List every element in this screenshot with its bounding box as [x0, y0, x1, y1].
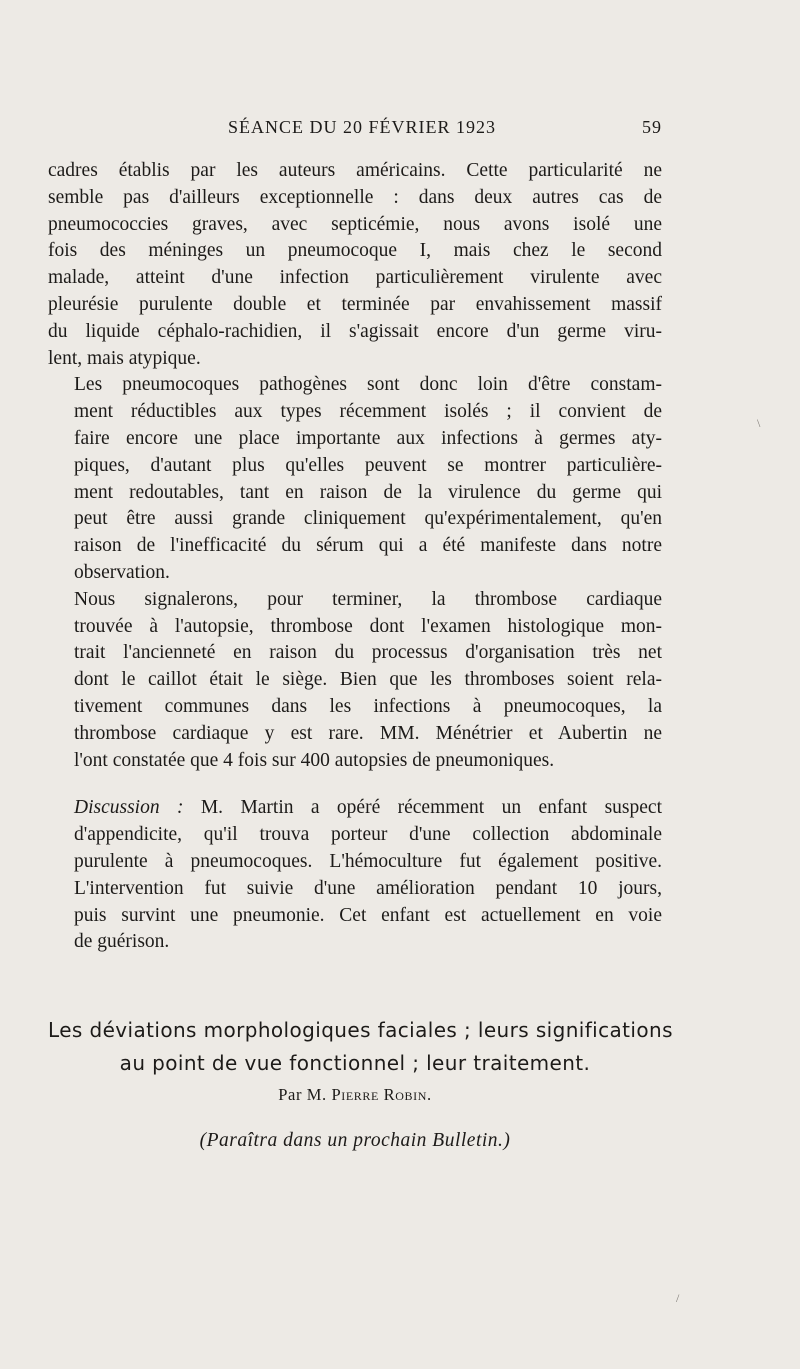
- discussion-first-line: [48, 795, 662, 822]
- running-head: [48, 117, 662, 141]
- text-line: L'intervention fut suivie d'une amélioration pendant 10 jours,: [74, 877, 662, 899]
- discussion-label: Discussion :: [74, 797, 184, 819]
- text-line: purulente à pneumocoques. L'hémoculture fut également positive.: [74, 850, 662, 872]
- author-name: Pierre Robin.: [331, 1085, 432, 1104]
- text-line: faire encore une place importante aux infections à germes aty-: [74, 427, 662, 449]
- text-line: fois des méninges un pneumocoque I, mais chez le second: [48, 240, 662, 262]
- text-line: tivement communes dans les infections à pneumocoques, la: [74, 695, 662, 717]
- paragraph-2: [48, 372, 662, 586]
- paragraph-1: [48, 158, 662, 372]
- text-line: d'appendicite, qu'il trouva porteur d'une collection abdominale: [74, 824, 662, 846]
- text-line: thrombose cardiaque y est rare. MM. Ménétrier et Aubertin ne: [74, 722, 662, 744]
- discussion-paragraph: [48, 795, 662, 956]
- text-line: trouvée à l'autopsie, thrombose dont l'examen histologique mon-: [74, 615, 662, 637]
- publication-note: (Paraîtra dans un prochain Bulletin.): [199, 1130, 511, 1151]
- article-author: [48, 1085, 662, 1105]
- text-line: de guérison.: [74, 931, 170, 953]
- paper-speck: /: [676, 1291, 680, 1305]
- discussion-first-line-text: M. Martin a opéré récemment un enfant suspect: [183, 797, 662, 819]
- text-line: raison de l'inefficacité du sérum qui a été manifeste dans notre: [74, 535, 662, 557]
- article-title-line-2: au point de vue fonctionnel ; leur traitement.: [119, 1051, 591, 1075]
- text-line: peut être aussi grande cliniquement qu'expérimentalement, qu'en: [74, 508, 662, 530]
- text-line: Nous signalerons, pour terminer, la thrombose cardiaque: [74, 588, 662, 610]
- text-line: dont le caillot était le siège. Bien que les thromboses soient rela-: [74, 669, 662, 691]
- paper-speck: \: [757, 416, 761, 430]
- text-line: trait l'ancienneté en raison du processus d'organisation très net: [74, 642, 662, 664]
- running-title: SÉANCE DU 20 FÉVRIER 1923: [228, 117, 497, 137]
- body-text: [48, 158, 662, 956]
- text-line: observation.: [74, 561, 170, 583]
- text-line: piques, d'autant plus qu'elles peuvent se montrer particulière-: [74, 454, 662, 476]
- text-line: puis survint une pneumonie. Cet enfant est actuellement en voie: [74, 904, 662, 926]
- text-line: semble pas d'ailleurs exceptionnelle : dans deux autres cas de: [48, 186, 662, 208]
- text-line: du liquide céphalo-rachidien, il s'agissait encore d'un germe viru-: [48, 320, 662, 342]
- text-line: lent, mais atypique.: [48, 347, 201, 369]
- author-prefix: Par M.: [278, 1085, 332, 1104]
- page-number: 59: [642, 117, 662, 137]
- text-line: ment redoutables, tant en raison de la virulence du germe qui: [74, 481, 662, 503]
- article-title-line-1: Les déviations morphologiques faciales ; leurs significations: [48, 1018, 673, 1042]
- text-line: pleurésie purulente double et terminée par envahissement massif: [48, 293, 662, 315]
- text-line: cadres établis par les auteurs américains. Cette particularité ne: [48, 160, 662, 181]
- article-title: [48, 1014, 673, 1080]
- text-line: Les pneumocoques pathogènes sont donc loin d'être constam-: [74, 374, 662, 396]
- text-line: l'ont constatée que 4 fois sur 400 autopsies de pneumoniques.: [74, 749, 555, 771]
- text-line: pneumococcies graves, avec septicémie, nous avons isolé une: [48, 213, 662, 235]
- text-line: malade, atteint d'une infection particulièrement virulente avec: [48, 267, 662, 289]
- paragraph-3: [48, 587, 662, 775]
- text-line: ment réductibles aux types récemment isolés ; il convient de: [74, 401, 662, 423]
